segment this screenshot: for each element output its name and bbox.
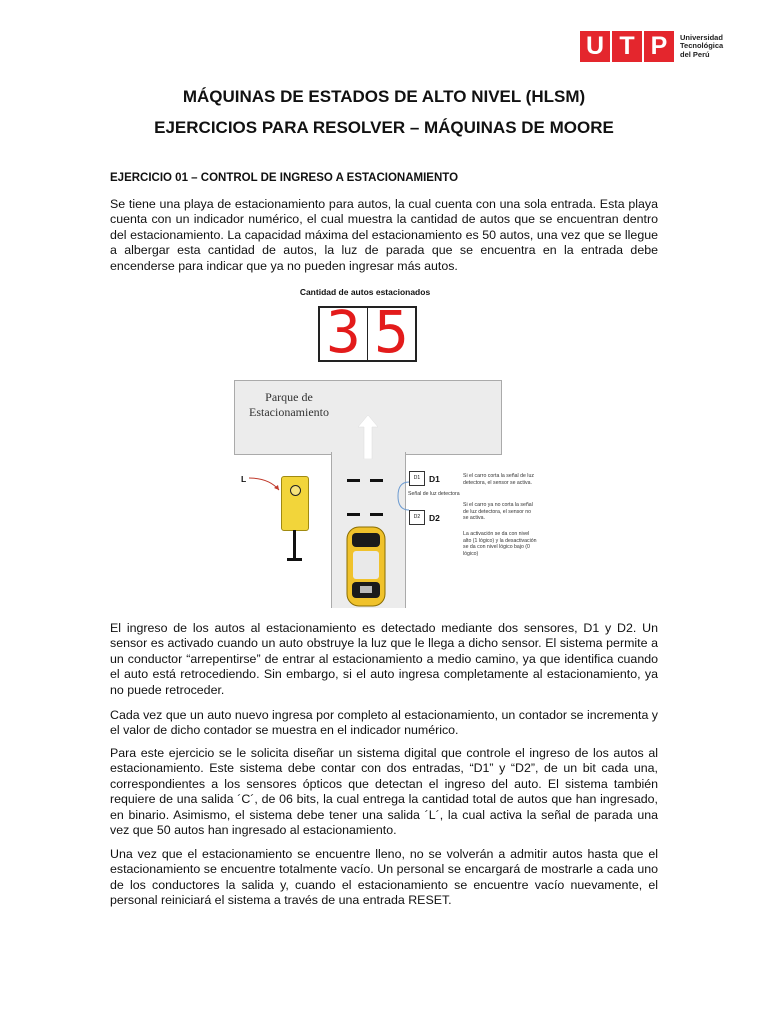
logo-letter-u: U: [585, 32, 605, 60]
digit-tens-value: 3: [326, 298, 361, 366]
d1-beam-dash-left: [347, 479, 360, 482]
d2-beam-dash-left: [347, 513, 360, 516]
car-icon: [345, 521, 387, 608]
logo-text-line3: del Perú: [680, 49, 710, 59]
paragraph-intro: Se tiene una playa de estacionamiento para autos, la cual cuenta con una sola entrada. Esta playa cuenta con un indicador numérico, el cual muestra la cantidad de autos que se encuentran dentro del estacionamiento. La capacidad máxima del estacionamiento es 50 autos, una vez que se llegue a albergar esta cantidad de autos, la luz de parada que se encuentra en la entrada debe encenderse para indicar que ya no pueden ingresar más autos.: [110, 197, 658, 273]
logo-letter-t: T: [610, 31, 642, 62]
document-title: MÁQUINAS DE ESTADOS DE ALTO NIVEL (HLSM): [182, 87, 586, 106]
utp-logo: [580, 31, 736, 62]
stop-light-icon: [281, 476, 309, 531]
logo-text: [680, 34, 736, 60]
paragraph-reset: Una vez que el estacionamiento se encuentre lleno, no se volverán a admitir autos hasta que el estacionamiento se encuentre totalmente vacío. Un personal se encargará de mostrarle a cada uno de los conductores la salida y, cuando el estacionamiento se encuentre vacío nuevamente, el personal reiniciará el sistema a través de una entrada RESET.: [110, 847, 658, 908]
signal-bracket-icon: [396, 480, 410, 512]
note-sensor-inactive: Si el carro ya no corta la señal de luz detectora, el sensor no se activa.: [463, 502, 533, 521]
light-pointer-arrow-icon: [247, 476, 283, 496]
parking-label-line2: Estacionamiento: [249, 405, 329, 419]
document-subtitle: EJERCICIOS PARA RESOLVER – MÁQUINAS DE MOORE: [154, 118, 614, 137]
paragraph-sensors: El ingreso de los autos al estacionamiento es detectado mediante dos sensores, D1 y D2. Un sensor es activado cuando un auto obstruye la luz que le llega a dicho sensor. El sistema permite a un conductor “arrepentirse” de entrar al estacionamiento a medio camino, ya que identifica cuando el auto está retrocediendo. Sin embargo, si el auto ingresa completamente al estacionamiento, ya no puede retroceder.: [110, 621, 658, 697]
sensor-d1-label: D1: [429, 474, 440, 484]
d1-beam-dash-right: [370, 479, 383, 482]
display-digit-tens: [320, 298, 368, 366]
digit-units-value: 5: [374, 298, 409, 366]
sensor-signal-label: Señal de luz detectora: [408, 491, 460, 497]
logo-text-line2: Tecnológica: [680, 41, 724, 51]
sensor-d1-icon: D1: [409, 471, 425, 486]
note-logic-levels: La activación se da con nivel alto (1 lógico) y la desactivación se da con nivel lógico bajo (0 lógico): [463, 531, 537, 557]
parking-diagram: [230, 283, 540, 608]
parking-lot-label: [249, 390, 329, 420]
diagram-caption: Cantidad de autos estacionados: [299, 287, 431, 297]
parking-label-line1: Parque de: [265, 390, 313, 404]
stop-light-lamp: [290, 485, 301, 496]
up-arrow-icon: [358, 415, 378, 459]
display-digit-units: [368, 298, 415, 366]
sensor-d2-icon: D2: [409, 510, 425, 525]
logo-letter-p: P: [642, 31, 674, 62]
paragraph-counter: Cada vez que un auto nuevo ingresa por completo al estacionamiento, un contador se incrementa y el valor de dicho contador se muestra en el indicador numérico.: [110, 708, 658, 738]
stop-light-pole: [293, 530, 296, 560]
light-label: L: [241, 474, 247, 484]
sensor-d2-label: D2: [429, 513, 440, 523]
d2-beam-dash-right: [370, 513, 383, 516]
paragraph-requirements: Para este ejercicio se le solicita diseñar un sistema digital que controle el ingreso de los autos al estacionamiento. Este sistema debe contar con dos entradas, “D1” y “D2”, de un bit cada una, correspondientes a los sensores ópticos que detectan el ingreso del auto. El sistema también requiere de una salida ´C´, de 06 bits, la cual entrega la cantidad total de autos que han ingresado, en binario. Asimismo, el sistema debe tener una salida ´L´, la cual activa la señal de parada una vez que 50 autos han ingresado al estacionamiento.: [110, 746, 658, 838]
exercise-heading: EJERCICIO 01 – CONTROL DE INGRESO A ESTACIONAMIENTO: [110, 172, 459, 184]
seven-segment-display: [318, 298, 417, 366]
stop-light-base: [287, 558, 302, 561]
note-sensor-active: Si el carro corta la señal de luz detectora, el sensor se activa.: [463, 473, 534, 486]
logo-text-line1: Universidad: [680, 32, 723, 42]
utp-logo-box: [580, 31, 674, 62]
